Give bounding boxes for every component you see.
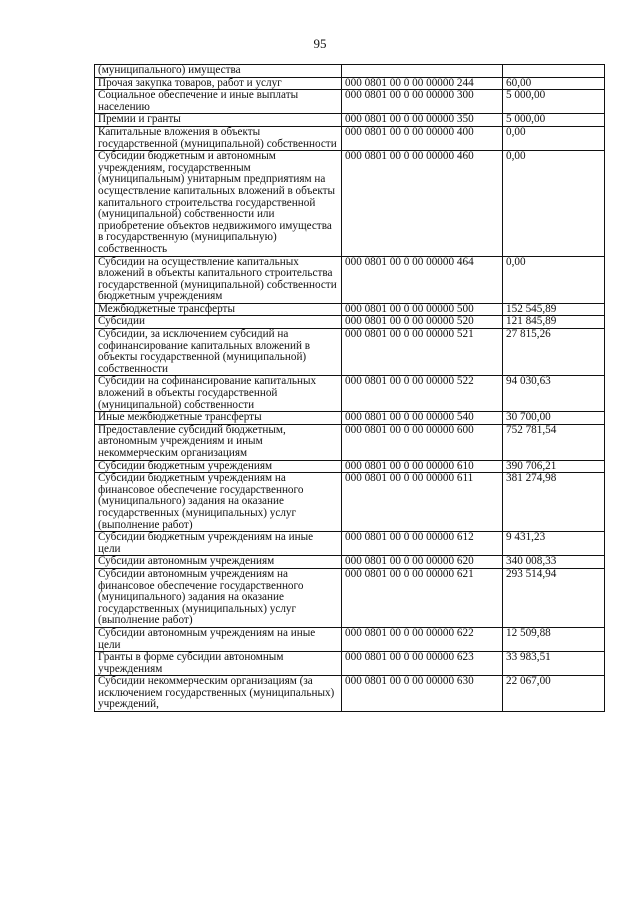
table-row bbox=[95, 126, 605, 150]
row-name-cell: Субсидии бюджетным учреждениям bbox=[95, 460, 342, 473]
row-code-cell: 000 0801 00 0 00 00000 521 bbox=[342, 329, 503, 376]
row-code-cell: 000 0801 00 0 00 00000 400 bbox=[342, 126, 503, 150]
row-code-cell: 000 0801 00 0 00 00000 612 bbox=[342, 532, 503, 556]
row-code-cell: 000 0801 00 0 00 00000 500 bbox=[342, 303, 503, 316]
row-code-cell: 000 0801 00 0 00 00000 611 bbox=[342, 473, 503, 532]
row-amount-cell: 381 274,98 bbox=[503, 473, 605, 532]
row-name-cell: Социальное обеспечение и иные выплаты населению bbox=[95, 90, 342, 114]
row-code-cell: 000 0801 00 0 00 00000 622 bbox=[342, 627, 503, 651]
row-code-cell: 000 0801 00 0 00 00000 600 bbox=[342, 424, 503, 460]
row-code-cell: 000 0801 00 0 00 00000 620 bbox=[342, 556, 503, 569]
row-amount-cell: 0,00 bbox=[503, 256, 605, 303]
row-amount-cell: 152 545,89 bbox=[503, 303, 605, 316]
table-row bbox=[95, 473, 605, 532]
row-code-cell: 000 0801 00 0 00 00000 300 bbox=[342, 90, 503, 114]
row-code-cell: 000 0801 00 0 00 00000 621 bbox=[342, 568, 503, 627]
table-row bbox=[95, 568, 605, 627]
row-name-cell: Субсидии, за исключением субсидий на софинансирование капитальных вложений в объекты государственной (муниципальной) собственности bbox=[95, 329, 342, 376]
row-code-cell bbox=[342, 65, 503, 78]
table-row bbox=[95, 460, 605, 473]
row-name-cell: Межбюджетные трансферты bbox=[95, 303, 342, 316]
table-row bbox=[95, 256, 605, 303]
row-code-cell: 000 0801 00 0 00 00000 464 bbox=[342, 256, 503, 303]
row-name-cell: Капитальные вложения в объекты государственной (муниципальной) собственности bbox=[95, 126, 342, 150]
row-code-cell: 000 0801 00 0 00 00000 460 bbox=[342, 151, 503, 256]
table-row bbox=[95, 556, 605, 569]
row-name-cell: Прочая закупка товаров, работ и услуг bbox=[95, 77, 342, 90]
row-amount-cell: 33 983,51 bbox=[503, 652, 605, 676]
table-row bbox=[95, 316, 605, 329]
row-name-cell: Субсидии bbox=[95, 316, 342, 329]
table-row bbox=[95, 329, 605, 376]
row-amount-cell: 60,00 bbox=[503, 77, 605, 90]
table-row bbox=[95, 77, 605, 90]
row-amount-cell bbox=[503, 65, 605, 78]
row-code-cell: 000 0801 00 0 00 00000 610 bbox=[342, 460, 503, 473]
table-row bbox=[95, 65, 605, 78]
row-name-cell: Субсидии бюджетным и автономным учреждениям, государственным (муниципальным) унитарным предприятиям на осуществление капитальных вложений в объекты капитального строительства государственной (муниципальной) собственности или приобретение объектов недвижимого имущества в государственную (муниципальную) собственность bbox=[95, 151, 342, 256]
row-amount-cell: 0,00 bbox=[503, 151, 605, 256]
row-code-cell: 000 0801 00 0 00 00000 520 bbox=[342, 316, 503, 329]
row-code-cell: 000 0801 00 0 00 00000 630 bbox=[342, 676, 503, 712]
row-code-cell: 000 0801 00 0 00 00000 623 bbox=[342, 652, 503, 676]
page-number: 95 bbox=[313, 36, 327, 51]
table-row bbox=[95, 376, 605, 412]
budget-table-body bbox=[95, 65, 605, 712]
row-amount-cell: 5 000,00 bbox=[503, 90, 605, 114]
row-amount-cell: 22 067,00 bbox=[503, 676, 605, 712]
row-amount-cell: 0,00 bbox=[503, 126, 605, 150]
row-amount-cell: 390 706,21 bbox=[503, 460, 605, 473]
row-name-cell: (муниципального) имущества bbox=[95, 65, 342, 78]
row-amount-cell: 9 431,23 bbox=[503, 532, 605, 556]
row-amount-cell: 12 509,88 bbox=[503, 627, 605, 651]
row-name-cell: Субсидии некоммерческим организациям (за исключением государственных (муниципальных) учреждений, bbox=[95, 676, 342, 712]
row-amount-cell: 5 000,00 bbox=[503, 114, 605, 127]
row-code-cell: 000 0801 00 0 00 00000 540 bbox=[342, 412, 503, 425]
row-amount-cell: 293 514,94 bbox=[503, 568, 605, 627]
table-row bbox=[95, 412, 605, 425]
row-amount-cell: 752 781,54 bbox=[503, 424, 605, 460]
row-name-cell: Субсидии на осуществление капитальных вложений в объекты капитального строительства государственной (муниципальной) собственности бюджетным учреждениям bbox=[95, 256, 342, 303]
row-name-cell: Иные межбюджетные трансферты bbox=[95, 412, 342, 425]
row-name-cell: Премии и гранты bbox=[95, 114, 342, 127]
row-amount-cell: 27 815,26 bbox=[503, 329, 605, 376]
row-name-cell: Предоставление субсидий бюджетным, автономным учреждениям и иным некоммерческим организациям bbox=[95, 424, 342, 460]
row-code-cell: 000 0801 00 0 00 00000 350 bbox=[342, 114, 503, 127]
row-name-cell: Субсидии на софинансирование капитальных вложений в объекты государственной (муниципальной) собственности bbox=[95, 376, 342, 412]
row-name-cell: Субсидии бюджетным учреждениям на иные цели bbox=[95, 532, 342, 556]
table-row bbox=[95, 424, 605, 460]
table-row bbox=[95, 532, 605, 556]
row-amount-cell: 30 700,00 bbox=[503, 412, 605, 425]
row-code-cell: 000 0801 00 0 00 00000 522 bbox=[342, 376, 503, 412]
row-name-cell: Гранты в форме субсидии автономным учреждениям bbox=[95, 652, 342, 676]
table-row bbox=[95, 114, 605, 127]
row-amount-cell: 121 845,89 bbox=[503, 316, 605, 329]
row-code-cell: 000 0801 00 0 00 00000 244 bbox=[342, 77, 503, 90]
table-row bbox=[95, 90, 605, 114]
row-name-cell: Субсидии автономным учреждениям на финансовое обеспечение государственного (муниципального) задания на оказание государственных (муниципальных) услуг (выполнение работ) bbox=[95, 568, 342, 627]
row-name-cell: Субсидии автономным учреждениям bbox=[95, 556, 342, 569]
table-row bbox=[95, 303, 605, 316]
row-amount-cell: 94 030,63 bbox=[503, 376, 605, 412]
row-name-cell: Субсидии автономным учреждениям на иные цели bbox=[95, 627, 342, 651]
row-amount-cell: 340 008,33 bbox=[503, 556, 605, 569]
row-name-cell: Субсидии бюджетным учреждениям на финансовое обеспечение государственного (муниципального) задания на оказание государственных (муниципальных) услуг (выполнение работ) bbox=[95, 473, 342, 532]
table-row bbox=[95, 676, 605, 712]
table-row bbox=[95, 627, 605, 651]
table-row bbox=[95, 151, 605, 256]
budget-table bbox=[94, 64, 605, 712]
table-row bbox=[95, 652, 605, 676]
